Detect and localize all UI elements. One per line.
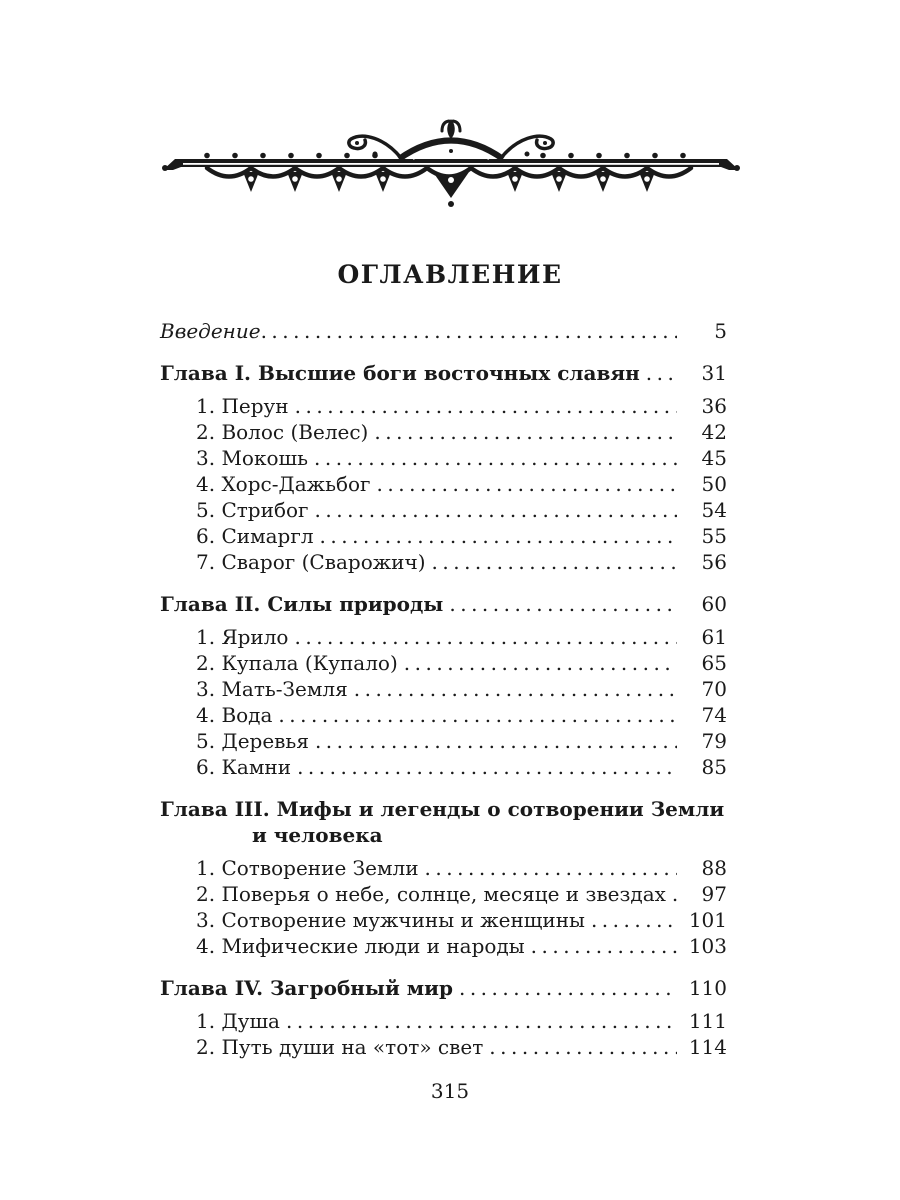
dot-leader <box>449 591 677 617</box>
toc-item-label: 3. Мать-Земля <box>196 677 348 701</box>
toc-item-page: 56 <box>701 550 727 574</box>
toc-item-page: 88 <box>701 856 727 880</box>
toc-item-label: 2. Путь души на «тот» свет <box>196 1035 484 1059</box>
toc-chapter-2-items <box>160 624 727 780</box>
dot-leader <box>297 754 677 780</box>
dot-leader <box>459 975 677 1001</box>
toc-chapter-label: Глава I. Высшие боги восточных славян <box>160 361 640 385</box>
toc-item <box>160 650 727 676</box>
toc-chapter-label: Глава II. Силы природы <box>160 592 444 616</box>
dot-leader <box>314 445 677 471</box>
dot-leader <box>286 1008 677 1034</box>
toc-item-page: 79 <box>701 729 727 753</box>
toc-item-page: 97 <box>701 882 727 906</box>
toc-item <box>160 728 727 754</box>
folio-page-number: 315 <box>430 1079 470 1103</box>
toc-chapter-page: 110 <box>688 976 727 1000</box>
dot-leader <box>354 676 677 702</box>
toc-item <box>160 754 727 780</box>
dot-leader <box>320 523 677 549</box>
dot-leader <box>315 497 678 523</box>
toc-item <box>160 549 727 575</box>
toc-item-page: 103 <box>688 934 727 958</box>
toc-item-label: 1. Сотворение Земли <box>196 856 419 880</box>
toc-chapter-3 <box>160 796 727 822</box>
toc-item <box>160 523 727 549</box>
toc-item-page: 111 <box>688 1009 727 1033</box>
toc-item <box>160 419 727 445</box>
toc-item <box>160 881 727 907</box>
dot-leader <box>278 702 677 728</box>
dot-leader <box>374 419 677 445</box>
toc-chapter-page: 31 <box>701 361 727 385</box>
toc-item-page: 65 <box>701 651 727 675</box>
toc-item <box>160 497 727 523</box>
toc-item <box>160 676 727 702</box>
dot-leader <box>489 1034 677 1060</box>
toc-item-label: 4. Вода <box>196 703 273 727</box>
toc-item-label: 3. Мокошь <box>196 446 308 470</box>
toc-chapter-1-items <box>160 393 727 575</box>
toc-item-page: 36 <box>701 394 727 418</box>
toc-entry-page: 5 <box>714 319 727 343</box>
toc-item-page: 50 <box>701 472 727 496</box>
toc-chapter-label: Глава III. Мифы и легенды о сотворении Земли <box>160 797 725 821</box>
dot-leader <box>404 650 677 676</box>
toc-item <box>160 855 727 881</box>
toc-chapter-1 <box>160 360 727 386</box>
toc-chapter-page: 60 <box>701 592 727 616</box>
toc-item-label: 4. Мифические люди и народы <box>196 934 525 958</box>
toc-item-page: 55 <box>701 524 727 548</box>
toc-item-label: 2. Поверья о небе, солнце, месяце и звездах <box>196 882 666 906</box>
toc-item-page: 74 <box>701 703 727 727</box>
toc-item-label: 2. Волос (Велес) <box>196 420 369 444</box>
toc-item-page: 45 <box>701 446 727 470</box>
toc-item-page: 114 <box>688 1035 727 1059</box>
dot-leader <box>531 933 677 959</box>
toc-item-page: 70 <box>701 677 727 701</box>
toc-chapter-3-line2 <box>160 822 727 848</box>
toc-item <box>160 393 727 419</box>
toc-item <box>160 1008 727 1034</box>
toc-item-page: 54 <box>701 498 727 522</box>
toc-item-label: 3. Сотворение мужчины и женщины <box>196 908 585 932</box>
toc-item-page: 61 <box>701 625 727 649</box>
toc-item-label: 1. Перун <box>196 394 289 418</box>
toc-item-label: 5. Деревья <box>196 729 309 753</box>
ornament-divider-icon <box>161 118 741 210</box>
dot-leader <box>261 318 677 344</box>
dot-leader <box>432 549 678 575</box>
toc-item-page: 85 <box>701 755 727 779</box>
dot-leader <box>646 360 677 386</box>
toc-chapter-2 <box>160 591 727 617</box>
table-of-contents <box>160 318 727 1060</box>
toc-item-label: 6. Камни <box>196 755 292 779</box>
toc-item <box>160 1034 727 1060</box>
toc-item-label: 6. Симаргл <box>196 524 314 548</box>
dot-leader <box>294 624 677 650</box>
dot-leader <box>591 907 677 933</box>
toc-item-label: 1. Ярило <box>196 625 289 649</box>
toc-entry-label: Введение <box>160 319 261 343</box>
toc-item-page: 101 <box>688 908 727 932</box>
toc-chapter-label-continuation: и человека <box>252 823 383 847</box>
toc-chapter-3-items <box>160 855 727 959</box>
toc-item <box>160 933 727 959</box>
toc-item <box>160 702 727 728</box>
toc-chapter-4-items <box>160 1008 727 1060</box>
dot-leader <box>672 881 677 907</box>
dot-leader <box>315 728 677 754</box>
toc-entry-introduction <box>160 318 727 344</box>
toc-item <box>160 445 727 471</box>
toc-item <box>160 624 727 650</box>
toc-item <box>160 907 727 933</box>
page-title: ОГЛАВЛЕНИЕ <box>337 260 563 289</box>
toc-item-label: 5. Стрибог <box>196 498 309 522</box>
toc-item-label: 7. Сварог (Сварожич) <box>196 550 426 574</box>
toc-chapter-4 <box>160 975 727 1001</box>
toc-item-label: 4. Хорс-Дажьбог <box>196 472 371 496</box>
toc-item-label: 1. Душа <box>196 1009 280 1033</box>
dot-leader <box>377 471 677 497</box>
toc-chapter-label: Глава IV. Загробный мир <box>160 976 453 1000</box>
dot-leader <box>425 855 677 881</box>
toc-item-page: 42 <box>701 420 727 444</box>
toc-item-label: 2. Купала (Купало) <box>196 651 398 675</box>
dot-leader <box>295 393 677 419</box>
toc-item <box>160 471 727 497</box>
